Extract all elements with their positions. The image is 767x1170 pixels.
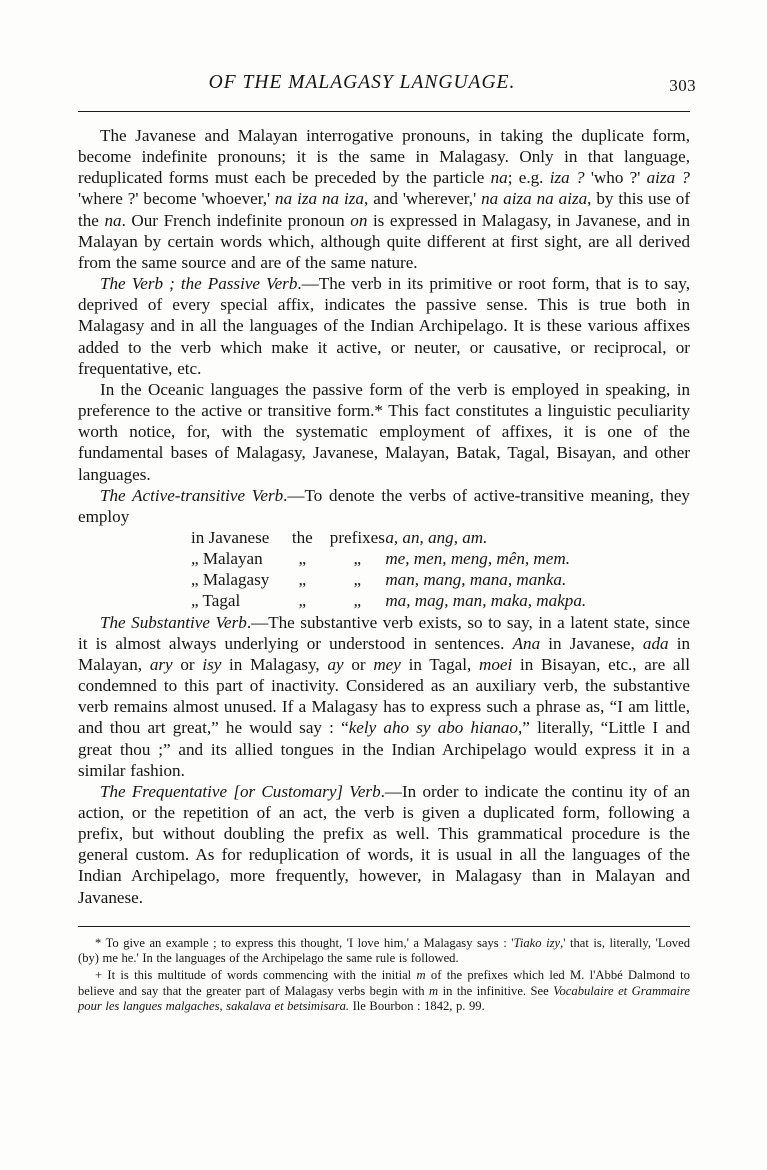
running-title: OF THE MALAGASY LANGUAGE. (208, 72, 516, 93)
prefix-article-cell: „ (298, 591, 307, 611)
italic-run: mey (373, 654, 401, 674)
text-run: The Javanese and Malayan interrogative pronouns, in taking the duplicate form, become indefinite pronouns; it is the same in Malagasy. Only in that language, reduplicated forms must each be preceded by the particle (78, 126, 690, 188)
italic-run: isy (202, 654, 222, 674)
p-substantive-verb (78, 612, 690, 781)
prefix-language-cell: „ Malayan (191, 549, 263, 569)
italic-run: Vocabulaire et Grammaire pour les langues malgaches, sakalava et betsimisara. (78, 983, 690, 1013)
text-run: ,' that is, literally, 'Loved (by) me he.' In the languages of the Archipelago the same rule is followed. (78, 935, 690, 966)
body-text-lower (78, 612, 690, 908)
italic-run: Ana (512, 633, 541, 653)
text-run: ; e.g. (507, 168, 550, 188)
italic-run: The Frequentative [or Customary] Verb (100, 781, 381, 801)
prefix-table-row (191, 527, 586, 548)
footnote-block (78, 936, 690, 1014)
p-passive-verb (78, 273, 690, 379)
prefix-word-cell: „ (353, 570, 362, 590)
italic-run: aiza ? (646, 168, 690, 188)
prefix-table (191, 527, 586, 612)
prefix-forms-cell: man, mang, mana, manka. (385, 570, 567, 590)
running-head (78, 72, 696, 102)
italic-run: na aiza na aiza (481, 189, 588, 209)
prefix-word-cell: prefixes (329, 527, 385, 547)
text-run: * (95, 935, 106, 950)
p-frequentative-verb (78, 781, 690, 908)
italic-run: The Active-transitive Verb (100, 485, 284, 505)
italic-run: iza ? (549, 168, 585, 188)
p-active-transitive (78, 485, 690, 527)
italic-run: kely aho sy abo hianao (348, 718, 519, 738)
italic-run: na (104, 210, 122, 230)
prefix-article-cell: „ (298, 570, 307, 590)
p-interrogative-pronouns (78, 125, 690, 273)
italic-run: moei (479, 654, 513, 674)
italic-run: na iza na iza (275, 189, 364, 209)
text-run: or (343, 654, 374, 674)
prefix-word-cell: „ (353, 591, 362, 611)
text-run: is expressed in Malagasy, in Javanese, and in Malayan by certain words which, although quite different at first sight, are all derived from the same source and are of the same nature. (78, 210, 690, 272)
text-run: , and 'wherever,' (363, 189, 482, 209)
prefix-article-cell: the (291, 527, 313, 547)
italic-run: m (416, 968, 426, 983)
page-content (78, 72, 696, 1016)
text-run: .—The verb in its primitive or root form, that is to say, deprived of every special affix, indicates the passive sense. This is true both in Malagasy and in all the languages of the Indian Archipelago. It is these various affixes added to the verb which make it active, or neuter, or causative, or reciprocal, or frequentative, etc. (78, 274, 690, 378)
text-run: ,” literally, “Little I and great thou ;” and its allied tongues in the Indian Archipelago would express it in a similar fashion. (78, 718, 690, 780)
fn-dagger (78, 968, 690, 1014)
text-run: .—In order to indicate the continu ity of an action, or the repetition of an act, the verb is given a duplicated form, following a prefix, but without doubling the prefix as well. This grammatical procedure is the general custom. As for reduplication of words, it is usual in all the languages of the Indian Archipelago, more frequently, however, in Malagasy than in Malayan and Javanese. (78, 781, 690, 907)
page-number: 303 (669, 76, 696, 95)
italic-run: on (350, 210, 368, 230)
text-run: .—The substantive verb exists, so to say, in a latent state, since it is almost always underlying or understood in sentences. (78, 612, 691, 653)
text-run: It is this multitude of words commencing with the initial (107, 968, 417, 983)
header-divider-rule (78, 111, 690, 112)
text-run: .—To denote the verbs of active-transitive meaning, they employ (78, 485, 690, 526)
text-run: , by this use of the (78, 189, 691, 230)
italic-run: The Verb ; the Passive Verb (100, 274, 298, 294)
italic-run: ay (327, 654, 344, 674)
italic-run: ary (149, 654, 173, 674)
prefix-table-row (191, 569, 586, 590)
text-run: of the prefixes which led M. l'Abbé Dalmond to believe and say that the greater part of Malagasy verbs begin with (78, 968, 690, 998)
text-run: in Bisayan, etc., are all condemned to this part of inactivity. Considered as an auxiliary verb, the substantive verb remains almost unused. If a Malagasy has to express such a phrase as, “I am little, and thou art great,” he would say : “ (78, 654, 690, 738)
prefix-table-row (191, 548, 586, 569)
p-oceanic-passive (78, 379, 690, 485)
text-run: + (95, 968, 108, 983)
text-run: 'who ?' (584, 168, 647, 188)
text-run: In the Oceanic languages the passive form of the verb is employed in speaking, in preference to the active or transitive form.* This fact constitutes a linguistic peculiarity worth notice, for, with the systematic employment of affixes, it is one of the fundamental bases of Malagasy, Javanese, Malayan, Batak, Tagal, Bisayan, and other languages. (78, 379, 690, 484)
footnote-divider-rule (78, 926, 690, 927)
text-run: in the infinitive. See (438, 983, 554, 998)
text-run: in Javanese, (540, 633, 643, 653)
text-run: or (172, 654, 203, 674)
text-run: . Our French indefinite pronoun (121, 210, 351, 230)
text-run: in Malayan, (78, 633, 691, 674)
italic-run: na (490, 168, 508, 188)
text-run: in Tagal, (400, 654, 480, 674)
text-run: To give an example ; to express this thought, 'I love him,' a Malagasy says : ' (105, 935, 514, 950)
italic-run: ada (642, 633, 669, 653)
prefix-forms-cell: a, an, ang, am. (385, 527, 488, 547)
prefix-language-cell: in Javanese (191, 527, 270, 547)
prefix-language-cell: „ Tagal (191, 591, 241, 611)
italic-run: The Substantive Verb (100, 612, 247, 632)
italic-run: m (429, 983, 439, 998)
prefix-article-cell: „ (298, 549, 307, 569)
text-run: in Malagasy, (221, 654, 328, 674)
prefix-word-cell: „ (353, 549, 362, 569)
text-run: Ile Bourbon : 1842, p. 99. (349, 998, 485, 1013)
italic-run: Tiako izy (513, 935, 561, 950)
prefix-language-cell: „ Malagasy (191, 570, 270, 590)
prefix-forms-cell: me, men, meng, mên, mem. (385, 549, 570, 569)
body-text-upper (78, 125, 690, 527)
prefix-table-row (191, 590, 586, 611)
fn-asterisk (78, 936, 690, 967)
text-run: 'where ?' become 'whoever,' (78, 189, 276, 209)
prefix-forms-cell: ma, mag, man, maka, makpa. (385, 591, 587, 611)
